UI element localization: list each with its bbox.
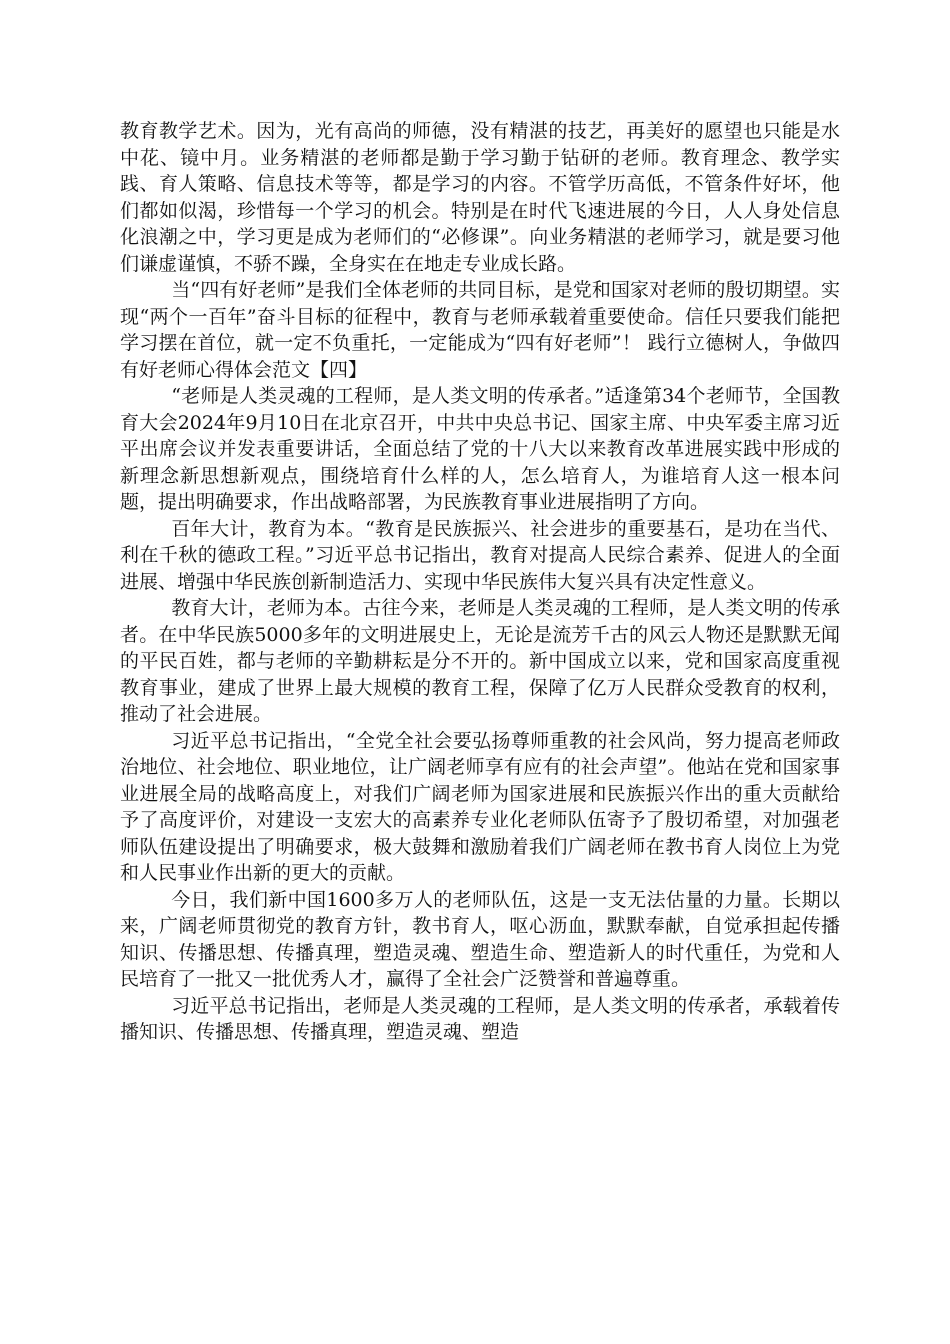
paragraph-7: 今日，我们新中国1600多万人的老师队伍，这是一支无法估量的力量。长期以来，广阔老师贯彻党的教育方针，教书育人，呕心沥血，默默奉献，自觉承担起传播知识、传播思想、传播真理，塑造灵魂、塑造生命、塑造新人的时代重任，为党和人民培育了一批又一批优秀人才，赢得了全社会广泛赞誉和普遍尊重。 xyxy=(120,888,840,990)
paragraph-5: 教育大计，老师为本。古往今来，老师是人类灵魂的工程师，是人类文明的传承者。在中华民族5000多年的文明进展史上，无论是流芳千古的风云人物还是默默无闻的平民百姓，都与老师的辛勤耕耘是分不开的。新中国成立以来，党和国家高度重视教育事业，建成了世界上最大规模的教育工程，保障了亿万人民群众受教育的权利，推动了社会进展。 xyxy=(120,597,840,725)
paragraph-6: 习近平总书记指出，“全党全社会要弘扬尊师重教的社会风尚，努力提高老师政治地位、社会地位、职业地位，让广阔老师享有应有的社会声望”。他站在党和国家事业进展全局的战略高度上，对我们广阔老师为国家进展和民族振兴作出的重大贡献给予了高度评价，对建设一支宏大的高素养专业化老师队伍寄予了殷切希望，对加强老师队伍建设提出了明确要求，极大鼓舞和激励着我们广阔老师在教书育人岗位上为党和人民事业作出新的更大的贡献。 xyxy=(120,729,840,884)
paragraph-4: 百年大计，教育为本。“教育是民族振兴、社会进步的重要基石，是功在当代、利在千秋的德政工程。”习近平总书记指出，教育对提高人民综合素养、促进人的全面进展、增强中华民族创新制造活力、实现中华民族伟大复兴具有决定性意义。 xyxy=(120,517,840,593)
paragraph-1: 教育教学艺术。因为，光有高尚的师德，没有精湛的技艺，再美好的愿望也只能是水中花、镜中月。业务精湛的老师都是勤于学习勤于钻研的老师。教育理念、教学实践、育人策略、信息技术等等，都是学习的内容。不管学历高低，不管条件好坏，他们都如似渴，珍惜每一个学习的机会。特别是在时代飞速进展的今日，人人身处信息化浪潮之中，学习更是成为老师们的“必修课”。向业务精湛的老师学习，就是要习他们谦虚谨慎，不骄不躁，全身实在在地走专业成长路。 xyxy=(120,120,840,275)
document-body xyxy=(120,118,840,1046)
paragraph-3: “老师是人类灵魂的工程师，是人类文明的传承者。”适逢第34个老师节，全国教育大会2024年9月10日在北京召开，中共中央总书记、国家主席、中央军委主席习近平出席会议并发表重要讲话，全面总结了党的十八大以来教育改革进展实践中形成的新理念新思想新观点，围绕培育什么样的人，怎么培育人，为谁培育人这一根本问题，提出明确要求，作出战略部署，为民族教育事业进展指明了方向。 xyxy=(120,385,840,513)
paragraph-8: 习近平总书记指出，老师是人类灵魂的工程师，是人类文明的传承者，承载着传播知识、传播思想、传播真理，塑造灵魂、塑造 xyxy=(120,994,840,1043)
paragraph-2: 当“四有好老师”是我们全体老师的共同目标，是党和国家对老师的殷切期望。实现“两个一百年”奋斗目标的征程中，教育与老师承载着重要使命。信任只要我们能把学习摆在首位，就一定不负重托，一定能成为“四有好老师”！ 践行立德树人，争做四有好老师心得体会范文【四】 xyxy=(120,279,840,381)
